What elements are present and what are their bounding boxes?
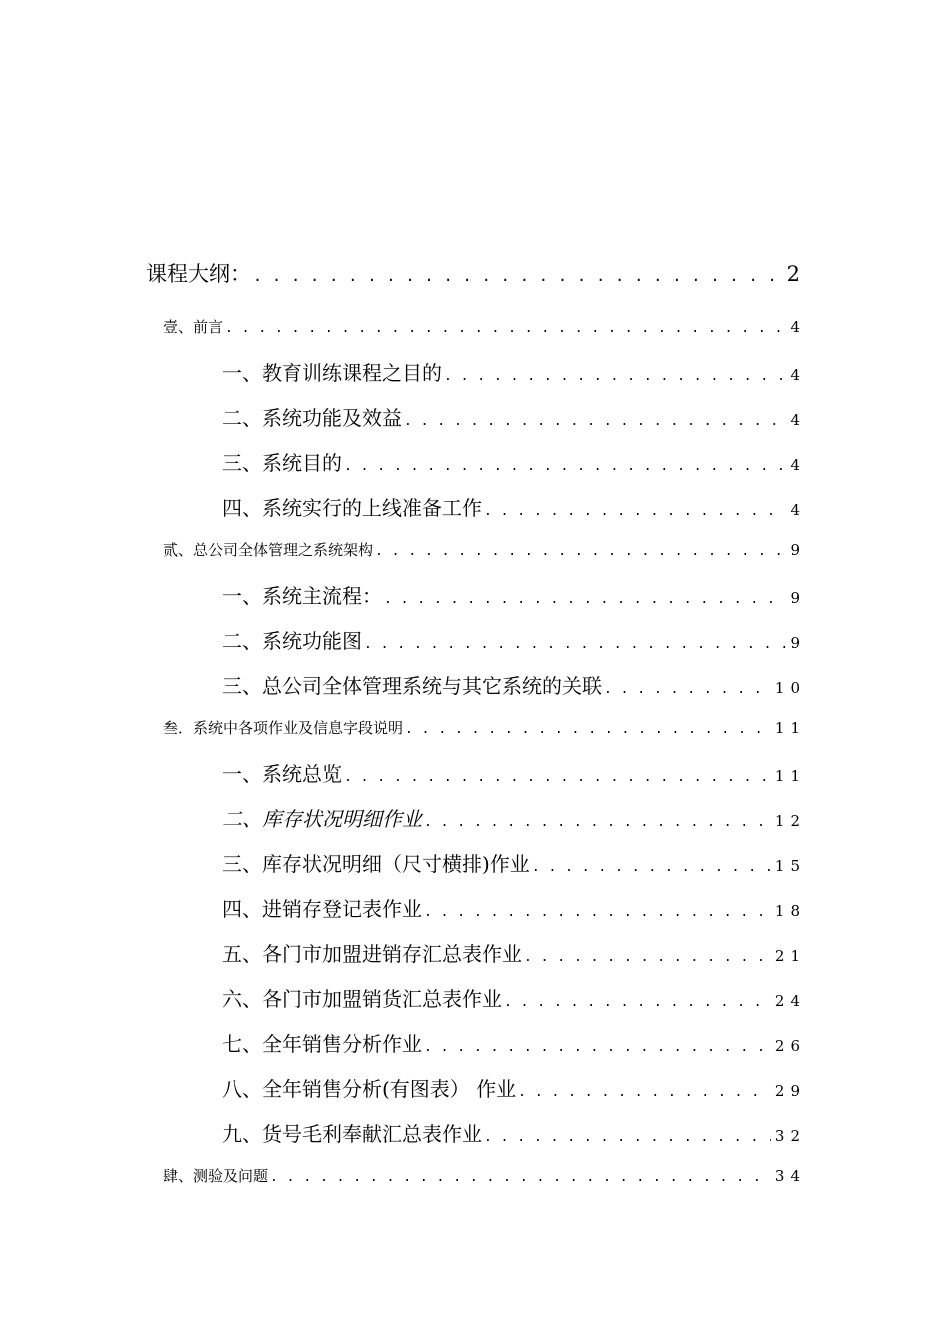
toc-entry-subsection[interactable] <box>222 492 806 521</box>
toc-leader-dots <box>424 1040 771 1055</box>
toc-leader-dots <box>405 722 771 737</box>
toc-leader-dots <box>504 995 771 1010</box>
toc-entry-title: 六、各门市加盟销货汇总表作业 <box>222 987 502 1011</box>
toc-entry-title: 壹、前言 <box>163 318 224 336</box>
toc-entry-outline[interactable] <box>146 258 806 288</box>
toc-entry-title: 课程大纲： <box>146 262 251 286</box>
toc-entry-page: 26 <box>774 1037 806 1055</box>
toc-leader-dots <box>253 267 783 285</box>
toc-leader-dots <box>344 459 786 474</box>
toc-entry-subsection[interactable] <box>222 1118 806 1147</box>
toc-leader-dots <box>424 905 771 920</box>
toc-entry-title: 贰、总公司全体管理之系统架构 <box>163 541 374 559</box>
toc-leader-dots <box>524 950 771 965</box>
toc-entry-subsection[interactable] <box>222 1073 806 1102</box>
toc-entry-page: 4 <box>790 318 806 336</box>
toc-entry-subsection[interactable] <box>222 983 806 1012</box>
toc-entry-page: 34 <box>774 1167 806 1185</box>
toc-entry-page: 11 <box>774 719 806 737</box>
toc-entry-page: 9 <box>790 589 806 607</box>
toc-entry-subsection[interactable] <box>222 1028 806 1057</box>
toc-leader-dots <box>384 592 786 607</box>
toc-entry-title: 肆、测验及问题 <box>163 1167 269 1185</box>
toc-entry-page: 9 <box>790 541 806 559</box>
toc-entry-page: 15 <box>774 857 806 875</box>
toc-entry-page: 32 <box>774 1127 806 1145</box>
toc-entry-subsection[interactable] <box>222 848 806 877</box>
toc-entry-title: 九、货号毛利奉献汇总表作业 <box>222 1122 482 1146</box>
toc-entry-title: 二、库存状况明细作业 <box>222 807 422 831</box>
toc-entry-subsection[interactable] <box>222 893 806 922</box>
toc-entry-page: 12 <box>774 812 806 830</box>
toc-entry-title: 七、全年销售分析作业 <box>222 1032 422 1056</box>
toc-entry-subsection[interactable] <box>222 625 806 654</box>
toc-entry-title: 三、系统目的 <box>222 451 342 475</box>
toc-entry-subsection[interactable] <box>222 580 806 609</box>
toc-leader-dots <box>484 504 786 519</box>
toc-entry-title: 八、全年销售分析(有图表） 作业 <box>222 1077 517 1101</box>
toc-leader-dots <box>375 544 786 559</box>
toc-entry-page: 4 <box>790 456 806 474</box>
toc-entry-title: 二、系统功能图 <box>222 629 362 653</box>
toc-entry-page: 4 <box>790 366 806 384</box>
toc-entry-page: 2 <box>786 262 806 286</box>
toc-entry-page: 4 <box>790 501 806 519</box>
toc-entry-title: 五、各门市加盟进销存汇总表作业 <box>222 942 522 966</box>
toc-entry-page: 24 <box>774 992 806 1010</box>
toc-entry-subsection[interactable] <box>222 938 806 967</box>
toc-leader-dots <box>444 369 786 384</box>
toc-leader-dots <box>344 770 771 785</box>
toc-entry-page: 18 <box>774 902 806 920</box>
toc-entry-subsection[interactable] <box>222 803 806 832</box>
toc-leader-dots <box>270 1170 771 1185</box>
toc-entry-subsection[interactable] <box>222 402 806 431</box>
toc-entry-title: 一、教育训练课程之目的 <box>222 361 442 385</box>
toc-entry-section-2[interactable] <box>163 539 806 560</box>
toc-entry-page: 4 <box>790 411 806 429</box>
toc-entry-title: 四、进销存登记表作业 <box>222 897 422 921</box>
toc-leader-dots <box>424 815 771 830</box>
toc-entry-title: 一、系统主流程： <box>222 584 382 608</box>
toc-entry-section-3[interactable] <box>163 717 806 738</box>
toc-entry-page: 9 <box>790 634 806 652</box>
toc-entry-title: 一、系统总览 <box>222 762 342 786</box>
toc-entry-section-1[interactable] <box>163 316 806 337</box>
toc-leader-dots <box>518 1085 771 1100</box>
toc-entry-page: 29 <box>774 1082 806 1100</box>
toc-entry-section-4[interactable] <box>163 1165 806 1186</box>
toc-leader-dots <box>532 860 771 875</box>
toc-entry-page: 10 <box>774 679 806 697</box>
toc-leader-dots <box>404 414 786 429</box>
toc-entry-title: 二、系统功能及效益 <box>222 406 402 430</box>
toc-entry-page: 11 <box>774 767 806 785</box>
toc-entry-page: 21 <box>774 947 806 965</box>
toc-entry-subsection[interactable] <box>222 758 806 787</box>
toc-leader-dots <box>604 682 771 697</box>
toc-entry-title: 三、库存状况明细（尺寸横排)作业 <box>222 852 530 876</box>
toc-entry-title: 四、系统实行的上线准备工作 <box>222 496 482 520</box>
toc-entry-subsection[interactable] <box>222 670 806 699</box>
toc-entry-title: 三、总公司全体管理系统与其它系统的关联 <box>222 674 602 698</box>
toc-entry-subsection[interactable] <box>222 357 806 386</box>
toc-leader-dots <box>225 321 786 336</box>
toc-entry-title: 叁．系统中各项作业及信息字段说明 <box>163 719 404 737</box>
toc-leader-dots <box>484 1130 771 1145</box>
toc-entry-subsection[interactable] <box>222 447 806 476</box>
toc-leader-dots <box>364 637 786 652</box>
